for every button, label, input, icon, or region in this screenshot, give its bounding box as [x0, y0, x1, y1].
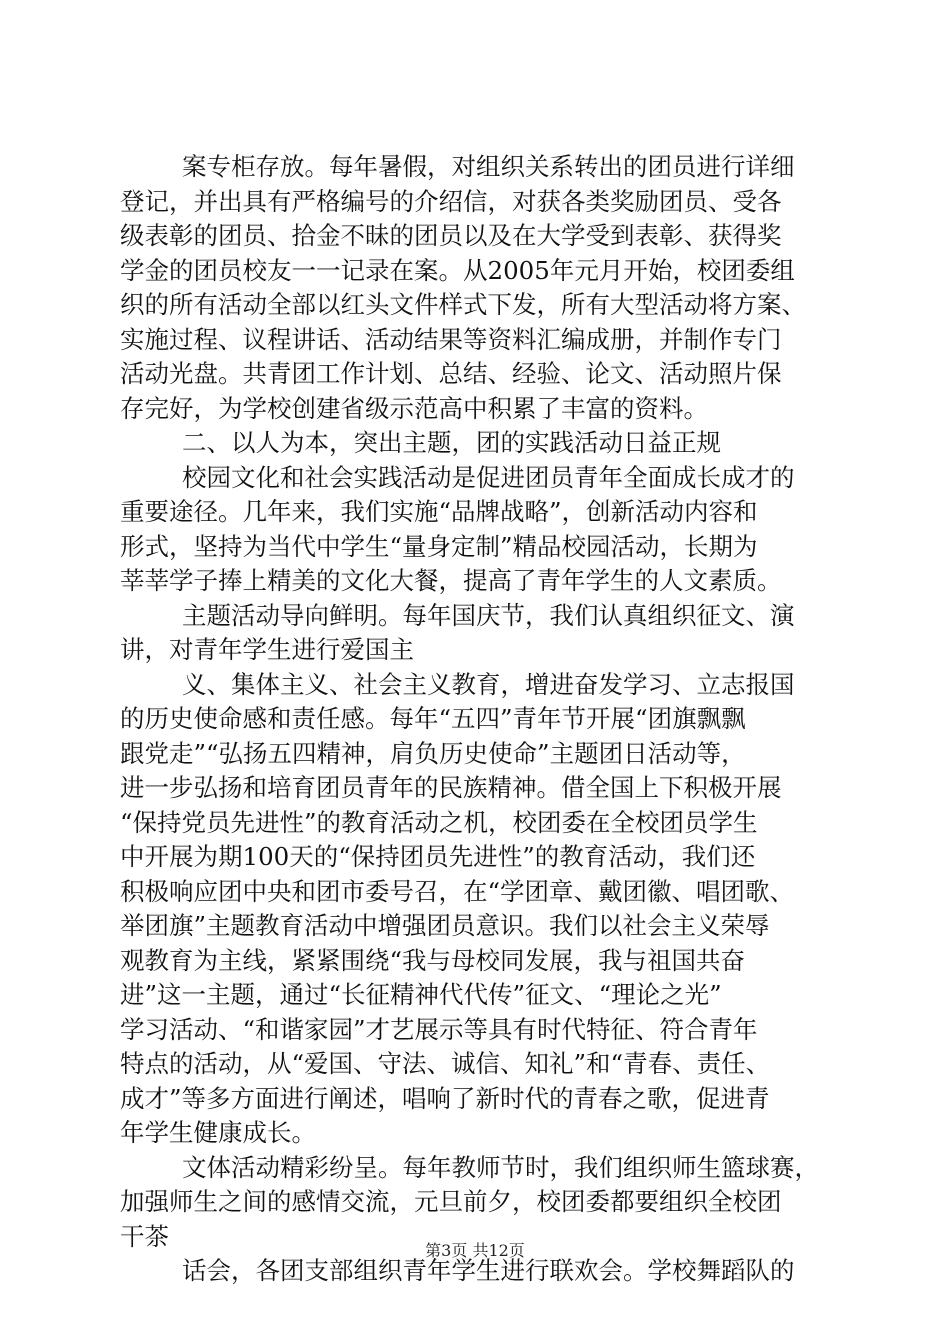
text-line: 级表彰的团员、拾金不昧的团员以及在大学受到表彰、获得奖 — [120, 221, 782, 250]
page-number-footer: 第3页 共12页 — [425, 1241, 525, 1260]
text-line: 加强师生之间的感情交流，元旦前夕，校团委都要组织全校团 — [120, 1187, 782, 1216]
text-line: 织的所有活动全部以红头文件样式下发，所有大型活动将方案、 — [120, 290, 806, 319]
text-line: 登记，并出具有严格编号的介绍信，对获各类奖励团员、受各 — [120, 186, 782, 216]
text-line: 进一步弘扬和培育团员青年的民族精神。借全国上下积极开展 — [120, 773, 782, 802]
text-line: 讲，对青年学生进行爱国主 — [120, 635, 414, 664]
text-line: 成才”等多方面进行阐述，唱响了新时代的青春之歌，促进青 — [120, 1083, 770, 1113]
text-line: 活动光盘。共青团工作计划、总结、经验、论文、活动照片保 — [120, 359, 782, 388]
text-line: 举团旗”主题教育活动中增强团员意识。我们以社会主义荣辱 — [120, 911, 770, 940]
text-line: “保持党员先进性”的教育活动之机，校团委在全校团员学生 — [120, 807, 758, 837]
text-line: 特点的活动，从“爱国、守法、诚信、知礼”和“青春、责任、 — [120, 1049, 771, 1078]
text-line: 话会，各团支部组织青年学生进行联欢会。学校舞蹈队的 — [182, 1256, 795, 1285]
text-line: 年学生健康成长。 — [120, 1118, 316, 1147]
text-line: 观教育为主线，紧紧围绕“我与母校同发展，我与祖国共奋 — [120, 945, 746, 975]
text-line: 重要途径。几年来，我们实施“品牌战略”，创新活动内容和 — [120, 497, 758, 526]
text-line: 校园文化和社会实践活动是促进团员青年全面成长成才的 — [182, 462, 795, 492]
text-line: 学习活动、“和谐家园”才艺展示等具有时代特征、符合青年 — [120, 1014, 758, 1044]
text-line: 义、集体主义、社会主义教育，增进奋发学习、立志报国 — [182, 669, 795, 699]
text-line: 主题活动导向鲜明。每年国庆节，我们认真组织征文、演 — [182, 600, 795, 630]
text-line: 干茶 — [120, 1221, 169, 1251]
text-line: 进”这一主题，通过“长征精神代代传”征文、“理论之光” — [120, 980, 722, 1009]
text-line: 实施过程、议程讲话、活动结果等资料汇编成册，并制作专门 — [120, 324, 782, 354]
text-line: 形式，坚持为当代中学生“量身定制”精品校园活动，长期为 — [120, 531, 758, 561]
text-line: 的历史使命感和责任感。每年“五四”青年节开展“团旗飘飘 — [120, 704, 746, 733]
text-line: 案专柜存放。每年暑假，对组织关系转出的团员进行详细 — [182, 152, 795, 181]
text-line: 存完好，为学校创建省级示范高中积累了丰富的资料。 — [120, 393, 708, 423]
section-heading: 二、以人为本，突出主题，团的实践活动日益正规 — [182, 428, 721, 457]
text-line: 学金的团员校友一一记录在案。从2005年元月开始，校团委组 — [120, 255, 795, 285]
body-text — [120, 150, 860, 1289]
text-line: 跟党走”“弘扬五四精神，肩负历史使命”主题团日活动等， — [120, 738, 746, 768]
text-line: 莘莘学子捧上精美的文化大餐，提高了青年学生的人文素质。 — [120, 566, 782, 595]
text-line: 文体活动精彩纷呈。每年教师节时，我们组织师生篮球赛， — [182, 1152, 819, 1182]
text-line: 积极响应团中央和团市委号召，在“学团章、戴团徽、唱团歌、 — [120, 876, 795, 906]
text-line: 中开展为期100天的“保持团员先进性”的教育活动，我们还 — [120, 842, 756, 871]
